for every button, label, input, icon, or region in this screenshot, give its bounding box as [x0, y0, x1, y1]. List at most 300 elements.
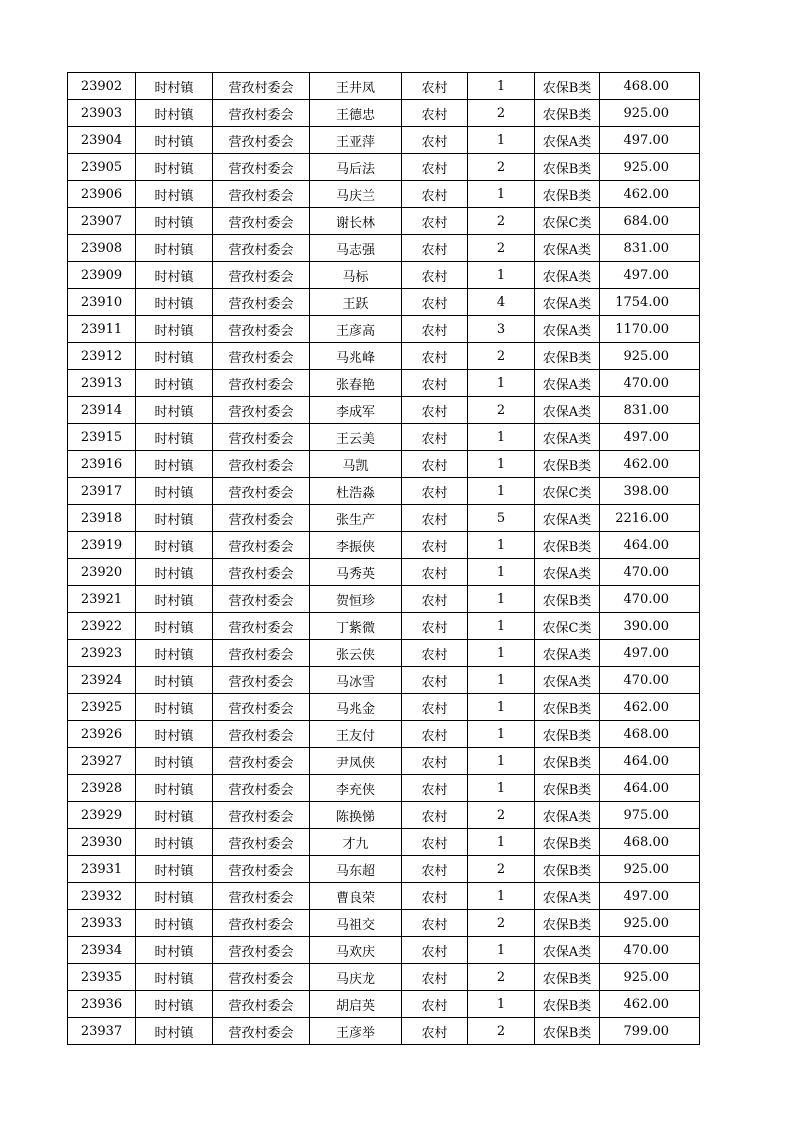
village-committee-cell: 营孜村委会 — [213, 640, 310, 667]
record-id-cell: 23910 — [68, 289, 136, 316]
table-row — [68, 343, 700, 370]
record-id-cell: 23921 — [68, 586, 136, 613]
household-type-cell: 农村 — [402, 181, 468, 208]
table-row — [68, 397, 700, 424]
name-cell: 贺恒珍 — [310, 586, 402, 613]
household-type-cell: 农村 — [402, 532, 468, 559]
town-cell: 时村镇 — [136, 424, 213, 451]
name-cell: 马欢庆 — [310, 937, 402, 964]
village-committee-cell: 营孜村委会 — [213, 883, 310, 910]
insurance-category-cell: 农保B类 — [535, 829, 600, 856]
village-committee-cell: 营孜村委会 — [213, 154, 310, 181]
town-cell: 时村镇 — [136, 883, 213, 910]
town-cell: 时村镇 — [136, 640, 213, 667]
record-id-cell: 23908 — [68, 235, 136, 262]
amount-cell: 470.00 — [600, 586, 700, 613]
town-cell: 时村镇 — [136, 748, 213, 775]
insurance-category-cell: 农保A类 — [535, 424, 600, 451]
amount-cell: 462.00 — [600, 991, 700, 1018]
insurance-category-cell: 农保C类 — [535, 478, 600, 505]
name-cell: 王德忠 — [310, 100, 402, 127]
member-count-cell: 1 — [468, 262, 535, 289]
record-id-cell: 23918 — [68, 505, 136, 532]
village-committee-cell: 营孜村委会 — [213, 262, 310, 289]
household-type-cell: 农村 — [402, 208, 468, 235]
town-cell: 时村镇 — [136, 721, 213, 748]
insurance-category-cell: 农保C类 — [535, 613, 600, 640]
record-id-cell: 23925 — [68, 694, 136, 721]
insurance-category-cell: 农保B类 — [535, 721, 600, 748]
insurance-category-cell: 农保A类 — [535, 235, 600, 262]
record-id-cell: 23916 — [68, 451, 136, 478]
name-cell: 张云侠 — [310, 640, 402, 667]
table-row — [68, 505, 700, 532]
village-committee-cell: 营孜村委会 — [213, 127, 310, 154]
village-committee-cell: 营孜村委会 — [213, 829, 310, 856]
table-row — [68, 613, 700, 640]
name-cell: 王彦高 — [310, 316, 402, 343]
member-count-cell: 2 — [468, 343, 535, 370]
table-row — [68, 586, 700, 613]
village-committee-cell: 营孜村委会 — [213, 856, 310, 883]
household-type-cell: 农村 — [402, 424, 468, 451]
household-type-cell: 农村 — [402, 937, 468, 964]
household-type-cell: 农村 — [402, 559, 468, 586]
village-committee-cell: 营孜村委会 — [213, 964, 310, 991]
amount-cell: 497.00 — [600, 127, 700, 154]
member-count-cell: 1 — [468, 370, 535, 397]
insurance-category-cell: 农保C类 — [535, 208, 600, 235]
household-type-cell: 农村 — [402, 856, 468, 883]
name-cell: 马兆金 — [310, 694, 402, 721]
village-committee-cell: 营孜村委会 — [213, 370, 310, 397]
name-cell: 王亚萍 — [310, 127, 402, 154]
household-type-cell: 农村 — [402, 964, 468, 991]
record-id-cell: 23937 — [68, 1018, 136, 1045]
table-row — [68, 883, 700, 910]
village-committee-cell: 营孜村委会 — [213, 181, 310, 208]
village-committee-cell: 营孜村委会 — [213, 397, 310, 424]
insurance-category-cell: 农保A类 — [535, 370, 600, 397]
household-type-cell: 农村 — [402, 910, 468, 937]
table-row — [68, 370, 700, 397]
amount-cell: 462.00 — [600, 181, 700, 208]
member-count-cell: 1 — [468, 748, 535, 775]
amount-cell: 462.00 — [600, 694, 700, 721]
table-row — [68, 100, 700, 127]
member-count-cell: 1 — [468, 181, 535, 208]
town-cell: 时村镇 — [136, 667, 213, 694]
record-id-cell: 23927 — [68, 748, 136, 775]
member-count-cell: 2 — [468, 235, 535, 262]
insurance-category-cell: 农保B类 — [535, 154, 600, 181]
member-count-cell: 2 — [468, 910, 535, 937]
amount-cell: 497.00 — [600, 262, 700, 289]
town-cell: 时村镇 — [136, 73, 213, 100]
village-committee-cell: 营孜村委会 — [213, 910, 310, 937]
village-committee-cell: 营孜村委会 — [213, 1018, 310, 1045]
village-committee-cell: 营孜村委会 — [213, 100, 310, 127]
name-cell: 王云美 — [310, 424, 402, 451]
table-row — [68, 154, 700, 181]
name-cell: 马祖交 — [310, 910, 402, 937]
table-row — [68, 559, 700, 586]
record-id-cell: 23912 — [68, 343, 136, 370]
member-count-cell: 1 — [468, 694, 535, 721]
village-committee-cell: 营孜村委会 — [213, 613, 310, 640]
table-row — [68, 748, 700, 775]
record-id-cell: 23930 — [68, 829, 136, 856]
village-committee-cell: 营孜村委会 — [213, 343, 310, 370]
household-type-cell: 农村 — [402, 289, 468, 316]
amount-cell: 925.00 — [600, 910, 700, 937]
household-type-cell: 农村 — [402, 316, 468, 343]
household-type-cell: 农村 — [402, 262, 468, 289]
table-row — [68, 721, 700, 748]
insurance-category-cell: 农保A类 — [535, 262, 600, 289]
household-type-cell: 农村 — [402, 991, 468, 1018]
member-count-cell: 2 — [468, 964, 535, 991]
household-type-cell: 农村 — [402, 829, 468, 856]
insurance-category-cell: 农保A类 — [535, 397, 600, 424]
table-row — [68, 829, 700, 856]
insurance-category-cell: 农保A类 — [535, 883, 600, 910]
table-row — [68, 127, 700, 154]
town-cell: 时村镇 — [136, 802, 213, 829]
member-count-cell: 1 — [468, 667, 535, 694]
household-type-cell: 农村 — [402, 505, 468, 532]
amount-cell: 925.00 — [600, 964, 700, 991]
amount-cell: 464.00 — [600, 748, 700, 775]
table-row — [68, 73, 700, 100]
name-cell: 杜浩淼 — [310, 478, 402, 505]
table-row — [68, 964, 700, 991]
insurance-category-cell: 农保A类 — [535, 559, 600, 586]
record-id-cell: 23933 — [68, 910, 136, 937]
record-id-cell: 23905 — [68, 154, 136, 181]
household-type-cell: 农村 — [402, 775, 468, 802]
village-committee-cell: 营孜村委会 — [213, 289, 310, 316]
table-row — [68, 640, 700, 667]
member-count-cell: 1 — [468, 559, 535, 586]
record-id-cell: 23909 — [68, 262, 136, 289]
insurance-category-cell: 农保B类 — [535, 532, 600, 559]
record-id-cell: 23931 — [68, 856, 136, 883]
record-id-cell: 23920 — [68, 559, 136, 586]
village-committee-cell: 营孜村委会 — [213, 667, 310, 694]
name-cell: 王彦举 — [310, 1018, 402, 1045]
household-type-cell: 农村 — [402, 748, 468, 775]
village-committee-cell: 营孜村委会 — [213, 532, 310, 559]
record-id-cell: 23932 — [68, 883, 136, 910]
town-cell: 时村镇 — [136, 964, 213, 991]
insurance-category-cell: 农保B类 — [535, 73, 600, 100]
amount-cell: 925.00 — [600, 343, 700, 370]
member-count-cell: 2 — [468, 802, 535, 829]
amount-cell: 497.00 — [600, 640, 700, 667]
member-count-cell: 5 — [468, 505, 535, 532]
amount-cell: 975.00 — [600, 802, 700, 829]
member-count-cell: 1 — [468, 937, 535, 964]
member-count-cell: 1 — [468, 829, 535, 856]
insurance-category-cell: 农保B类 — [535, 991, 600, 1018]
amount-cell: 497.00 — [600, 883, 700, 910]
member-count-cell: 2 — [468, 1018, 535, 1045]
member-count-cell: 1 — [468, 586, 535, 613]
member-count-cell: 2 — [468, 208, 535, 235]
insurance-category-cell: 农保A类 — [535, 802, 600, 829]
household-type-cell: 农村 — [402, 73, 468, 100]
record-id-cell: 23922 — [68, 613, 136, 640]
table-row — [68, 991, 700, 1018]
record-id-cell: 23917 — [68, 478, 136, 505]
record-id-cell: 23907 — [68, 208, 136, 235]
household-type-cell: 农村 — [402, 235, 468, 262]
record-id-cell: 23928 — [68, 775, 136, 802]
amount-cell: 468.00 — [600, 73, 700, 100]
record-id-cell: 23934 — [68, 937, 136, 964]
amount-cell: 2216.00 — [600, 505, 700, 532]
insurance-category-cell: 农保B类 — [535, 586, 600, 613]
town-cell: 时村镇 — [136, 154, 213, 181]
record-id-cell: 23911 — [68, 316, 136, 343]
insurance-category-cell: 农保A类 — [535, 937, 600, 964]
member-count-cell: 1 — [468, 775, 535, 802]
town-cell: 时村镇 — [136, 208, 213, 235]
household-type-cell: 农村 — [402, 478, 468, 505]
table-row — [68, 694, 700, 721]
town-cell: 时村镇 — [136, 478, 213, 505]
insurance-category-cell: 农保B类 — [535, 451, 600, 478]
amount-cell: 470.00 — [600, 667, 700, 694]
town-cell: 时村镇 — [136, 343, 213, 370]
household-type-cell: 农村 — [402, 154, 468, 181]
amount-cell: 390.00 — [600, 613, 700, 640]
member-count-cell: 1 — [468, 640, 535, 667]
town-cell: 时村镇 — [136, 262, 213, 289]
table-row — [68, 208, 700, 235]
town-cell: 时村镇 — [136, 586, 213, 613]
member-count-cell: 2 — [468, 397, 535, 424]
name-cell: 马庆兰 — [310, 181, 402, 208]
name-cell: 王友付 — [310, 721, 402, 748]
town-cell: 时村镇 — [136, 856, 213, 883]
village-committee-cell: 营孜村委会 — [213, 316, 310, 343]
village-committee-cell: 营孜村委会 — [213, 559, 310, 586]
village-committee-cell: 营孜村委会 — [213, 694, 310, 721]
record-id-cell: 23926 — [68, 721, 136, 748]
member-count-cell: 1 — [468, 478, 535, 505]
name-cell: 陈换悌 — [310, 802, 402, 829]
table-row — [68, 478, 700, 505]
name-cell: 胡启英 — [310, 991, 402, 1018]
village-committee-cell: 营孜村委会 — [213, 586, 310, 613]
member-count-cell: 3 — [468, 316, 535, 343]
town-cell: 时村镇 — [136, 397, 213, 424]
insurance-category-cell: 农保A类 — [535, 127, 600, 154]
town-cell: 时村镇 — [136, 1018, 213, 1045]
insurance-category-cell: 农保A类 — [535, 289, 600, 316]
amount-cell: 684.00 — [600, 208, 700, 235]
village-committee-cell: 营孜村委会 — [213, 208, 310, 235]
town-cell: 时村镇 — [136, 127, 213, 154]
name-cell: 马志强 — [310, 235, 402, 262]
member-count-cell: 2 — [468, 856, 535, 883]
household-type-cell: 农村 — [402, 586, 468, 613]
town-cell: 时村镇 — [136, 559, 213, 586]
town-cell: 时村镇 — [136, 991, 213, 1018]
insurance-category-cell: 农保B类 — [535, 343, 600, 370]
village-committee-cell: 营孜村委会 — [213, 505, 310, 532]
name-cell: 曹良荣 — [310, 883, 402, 910]
member-count-cell: 2 — [468, 154, 535, 181]
name-cell: 马标 — [310, 262, 402, 289]
village-committee-cell: 营孜村委会 — [213, 991, 310, 1018]
name-cell: 谢长林 — [310, 208, 402, 235]
member-count-cell: 1 — [468, 451, 535, 478]
table-row — [68, 316, 700, 343]
table-row — [68, 451, 700, 478]
table-row — [68, 802, 700, 829]
member-count-cell: 1 — [468, 991, 535, 1018]
amount-cell: 1170.00 — [600, 316, 700, 343]
village-committee-cell: 营孜村委会 — [213, 748, 310, 775]
amount-cell: 468.00 — [600, 721, 700, 748]
household-type-cell: 农村 — [402, 640, 468, 667]
record-id-cell: 23929 — [68, 802, 136, 829]
table-row — [68, 667, 700, 694]
town-cell: 时村镇 — [136, 775, 213, 802]
insurance-category-cell: 农保B类 — [535, 694, 600, 721]
household-type-cell: 农村 — [402, 451, 468, 478]
record-id-cell: 23913 — [68, 370, 136, 397]
village-committee-cell: 营孜村委会 — [213, 937, 310, 964]
member-count-cell: 1 — [468, 532, 535, 559]
member-count-cell: 4 — [468, 289, 535, 316]
record-id-cell: 23914 — [68, 397, 136, 424]
table-row — [68, 775, 700, 802]
name-cell: 丁紫微 — [310, 613, 402, 640]
insurance-category-cell: 农保B类 — [535, 100, 600, 127]
table-row — [68, 424, 700, 451]
household-type-cell: 农村 — [402, 721, 468, 748]
town-cell: 时村镇 — [136, 289, 213, 316]
village-committee-cell: 营孜村委会 — [213, 478, 310, 505]
record-id-cell: 23904 — [68, 127, 136, 154]
household-type-cell: 农村 — [402, 667, 468, 694]
town-cell: 时村镇 — [136, 694, 213, 721]
insurance-category-cell: 农保A类 — [535, 667, 600, 694]
member-count-cell: 2 — [468, 100, 535, 127]
name-cell: 马兆峰 — [310, 343, 402, 370]
amount-cell: 470.00 — [600, 559, 700, 586]
village-committee-cell: 营孜村委会 — [213, 235, 310, 262]
town-cell: 时村镇 — [136, 910, 213, 937]
amount-cell: 925.00 — [600, 154, 700, 181]
table-row — [68, 235, 700, 262]
insurance-category-cell: 农保A类 — [535, 640, 600, 667]
amount-cell: 470.00 — [600, 937, 700, 964]
record-id-cell: 23903 — [68, 100, 136, 127]
town-cell: 时村镇 — [136, 532, 213, 559]
name-cell: 张春艳 — [310, 370, 402, 397]
name-cell: 王跃 — [310, 289, 402, 316]
name-cell: 马庆龙 — [310, 964, 402, 991]
name-cell: 王井凤 — [310, 73, 402, 100]
insurance-category-cell: 农保B类 — [535, 181, 600, 208]
table-row — [68, 1018, 700, 1045]
amount-cell: 831.00 — [600, 397, 700, 424]
member-count-cell: 1 — [468, 721, 535, 748]
insurance-category-cell: 农保B类 — [535, 856, 600, 883]
household-type-cell: 农村 — [402, 343, 468, 370]
insurance-category-cell: 农保B类 — [535, 748, 600, 775]
table-row — [68, 937, 700, 964]
household-type-cell: 农村 — [402, 694, 468, 721]
amount-cell: 925.00 — [600, 856, 700, 883]
amount-cell: 799.00 — [600, 1018, 700, 1045]
name-cell: 李振侠 — [310, 532, 402, 559]
amount-cell: 925.00 — [600, 100, 700, 127]
name-cell: 马后法 — [310, 154, 402, 181]
town-cell: 时村镇 — [136, 235, 213, 262]
town-cell: 时村镇 — [136, 613, 213, 640]
town-cell: 时村镇 — [136, 316, 213, 343]
amount-cell: 468.00 — [600, 829, 700, 856]
member-count-cell: 1 — [468, 424, 535, 451]
name-cell: 尹凤侠 — [310, 748, 402, 775]
name-cell: 马凯 — [310, 451, 402, 478]
town-cell: 时村镇 — [136, 937, 213, 964]
household-type-cell: 农村 — [402, 883, 468, 910]
record-id-cell: 23924 — [68, 667, 136, 694]
household-type-cell: 农村 — [402, 100, 468, 127]
record-id-cell: 23915 — [68, 424, 136, 451]
name-cell: 马秀英 — [310, 559, 402, 586]
table-row — [68, 262, 700, 289]
insurance-category-cell: 农保A类 — [535, 505, 600, 532]
record-id-cell: 23919 — [68, 532, 136, 559]
record-id-cell: 23935 — [68, 964, 136, 991]
table-body — [68, 73, 700, 1045]
name-cell: 张生产 — [310, 505, 402, 532]
amount-cell: 1754.00 — [600, 289, 700, 316]
village-committee-cell: 营孜村委会 — [213, 424, 310, 451]
household-type-cell: 农村 — [402, 370, 468, 397]
member-count-cell: 1 — [468, 73, 535, 100]
amount-cell: 464.00 — [600, 532, 700, 559]
amount-cell: 470.00 — [600, 370, 700, 397]
insurance-category-cell: 农保B类 — [535, 775, 600, 802]
name-cell: 才九 — [310, 829, 402, 856]
household-type-cell: 农村 — [402, 802, 468, 829]
village-committee-cell: 营孜村委会 — [213, 802, 310, 829]
amount-cell: 398.00 — [600, 478, 700, 505]
insurance-category-cell: 农保B类 — [535, 910, 600, 937]
amount-cell: 462.00 — [600, 451, 700, 478]
name-cell: 马冰雪 — [310, 667, 402, 694]
record-id-cell: 23936 — [68, 991, 136, 1018]
table-row — [68, 856, 700, 883]
town-cell: 时村镇 — [136, 370, 213, 397]
village-committee-cell: 营孜村委会 — [213, 451, 310, 478]
household-type-cell: 农村 — [402, 397, 468, 424]
name-cell: 李充侠 — [310, 775, 402, 802]
name-cell: 马东超 — [310, 856, 402, 883]
amount-cell: 464.00 — [600, 775, 700, 802]
village-committee-cell: 营孜村委会 — [213, 721, 310, 748]
household-type-cell: 农村 — [402, 1018, 468, 1045]
